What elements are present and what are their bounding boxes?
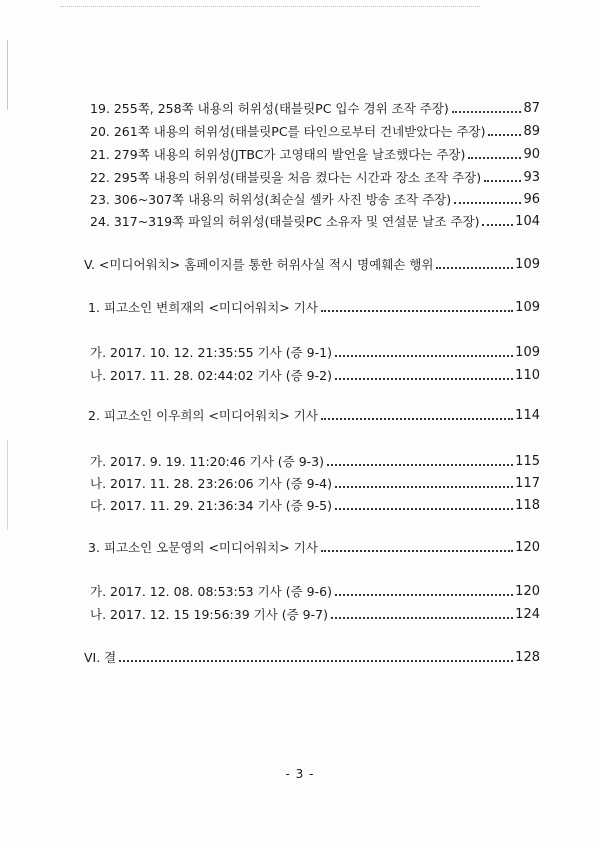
toc-entry-page: 128 <box>515 650 540 665</box>
toc-entry <box>90 345 540 361</box>
toc-subsection-heading <box>88 408 540 424</box>
toc-entry <box>90 192 540 208</box>
toc-entry-title: 가. 2017. 9. 19. 11:20:46 기사 (증 9-3) <box>90 454 324 469</box>
toc-entry-title: VI. 결 <box>84 650 117 665</box>
toc-entry-page: 96 <box>523 192 540 207</box>
toc-leader-dots <box>321 550 513 552</box>
toc-entry <box>90 368 540 384</box>
page-number: - 3 - <box>285 767 315 781</box>
toc-entry-title: 22. 295쪽 내용의 허위성(태블릿을 처음 켰다는 시간과 장소 조작 주장) <box>90 170 482 185</box>
toc-leader-dots <box>335 508 513 510</box>
toc-entry-page: 120 <box>515 540 540 555</box>
toc-leader-dots <box>335 378 513 380</box>
toc-entry-title: 나. 2017. 11. 28. 23:26:06 기사 (증 9-4) <box>90 476 332 491</box>
toc-entry <box>90 214 540 230</box>
toc-entry <box>90 147 540 163</box>
toc-entry-title: 가. 2017. 10. 12. 21:35:55 기사 (증 9-1) <box>90 345 332 360</box>
toc-leader-dots <box>335 486 513 488</box>
toc-entry-title: 가. 2017. 12. 08. 08:53:53 기사 (증 9-6) <box>90 584 332 599</box>
toc-leader-dots <box>321 310 513 312</box>
toc-entry-title: 나. 2017. 11. 28. 02:44:02 기사 (증 9-2) <box>90 368 332 383</box>
toc-leader-dots <box>119 660 513 662</box>
toc-leader-dots <box>468 157 521 159</box>
scan-artifact-top <box>60 6 480 8</box>
toc-entry-page: 110 <box>515 368 540 383</box>
toc-entry-page: 90 <box>523 147 540 162</box>
toc-entry-page: 114 <box>515 408 540 423</box>
toc-leader-dots <box>335 355 513 357</box>
toc-entry <box>90 124 540 140</box>
toc-entry-page: 109 <box>515 345 540 360</box>
toc-leader-dots <box>454 202 521 204</box>
toc-entry-page: 117 <box>515 476 540 491</box>
toc-entry <box>90 607 540 623</box>
toc-entry-page: 87 <box>523 101 540 116</box>
scan-artifact-left-lower <box>7 440 8 530</box>
toc-leader-dots <box>331 617 513 619</box>
toc-entry-title: 2. 피고소인 이우희의 <미디어워치> 기사 <box>88 408 318 423</box>
toc-section-heading <box>84 650 540 666</box>
toc-leader-dots <box>327 464 513 466</box>
toc-entry-page: 120 <box>515 584 540 599</box>
toc-leader-dots <box>488 134 521 136</box>
toc-leader-dots <box>484 180 521 182</box>
toc-entry <box>90 170 540 186</box>
toc-leader-dots <box>436 267 513 269</box>
toc-entry-title: V. <미디어워치> 홈페이지를 통한 허위사실 적시 명예훼손 행위 <box>84 257 434 272</box>
toc-entry-page: 104 <box>515 214 540 229</box>
toc-entry-page: 118 <box>515 498 540 513</box>
toc-subsection-heading <box>88 300 540 316</box>
toc-entry-title: 3. 피고소인 오문영의 <미디어워치> 기사 <box>88 540 318 555</box>
toc-entry <box>90 498 540 514</box>
toc-entry-page: 124 <box>515 607 540 622</box>
toc-entry-title: 21. 279쪽 내용의 허위성(JTBC가 고영태의 발언을 날조했다는 주장) <box>90 147 466 162</box>
toc-entry-title: 1. 피고소인 변희재의 <미디어워치> 기사 <box>88 300 318 315</box>
toc-entry-title: 다. 2017. 11. 29. 21:36:34 기사 (증 9-5) <box>90 498 332 513</box>
toc-entry <box>90 476 540 492</box>
toc-section-heading <box>84 257 540 273</box>
toc-subsection-heading <box>88 540 540 556</box>
toc-entry-title: 20. 261쪽 내용의 허위성(태블릿PC를 타인으로부터 건네받았다는 주장) <box>90 124 486 139</box>
toc-entry-page: 109 <box>515 300 540 315</box>
toc-entry <box>90 454 540 470</box>
toc-entry-page: 89 <box>523 124 540 139</box>
toc-leader-dots <box>321 418 513 420</box>
scan-artifact-left <box>7 40 8 110</box>
toc-entry-title: 24. 317~319쪽 파일의 허위성(태블릿PC 소유자 및 연설문 날조 주장) <box>90 214 480 229</box>
toc-entry-title: 23. 306~307쪽 내용의 허위성(최순실 셀카 사진 방송 조작 주장) <box>90 192 452 207</box>
toc-entry-page: 109 <box>515 257 540 272</box>
toc-leader-dots <box>335 594 513 596</box>
toc-entry-title: 나. 2017. 12. 15 19:56:39 기사 (증 9-7) <box>90 607 328 622</box>
toc-entry-page: 115 <box>515 454 540 469</box>
toc-entry <box>90 101 540 117</box>
toc-entry-title: 19. 255쪽, 258쪽 내용의 허위성(태블릿PC 입수 경위 조작 주장) <box>90 101 449 116</box>
toc-leader-dots <box>452 111 522 113</box>
toc-entry <box>90 584 540 600</box>
toc-entry-page: 93 <box>523 170 540 185</box>
toc-leader-dots <box>482 224 513 226</box>
